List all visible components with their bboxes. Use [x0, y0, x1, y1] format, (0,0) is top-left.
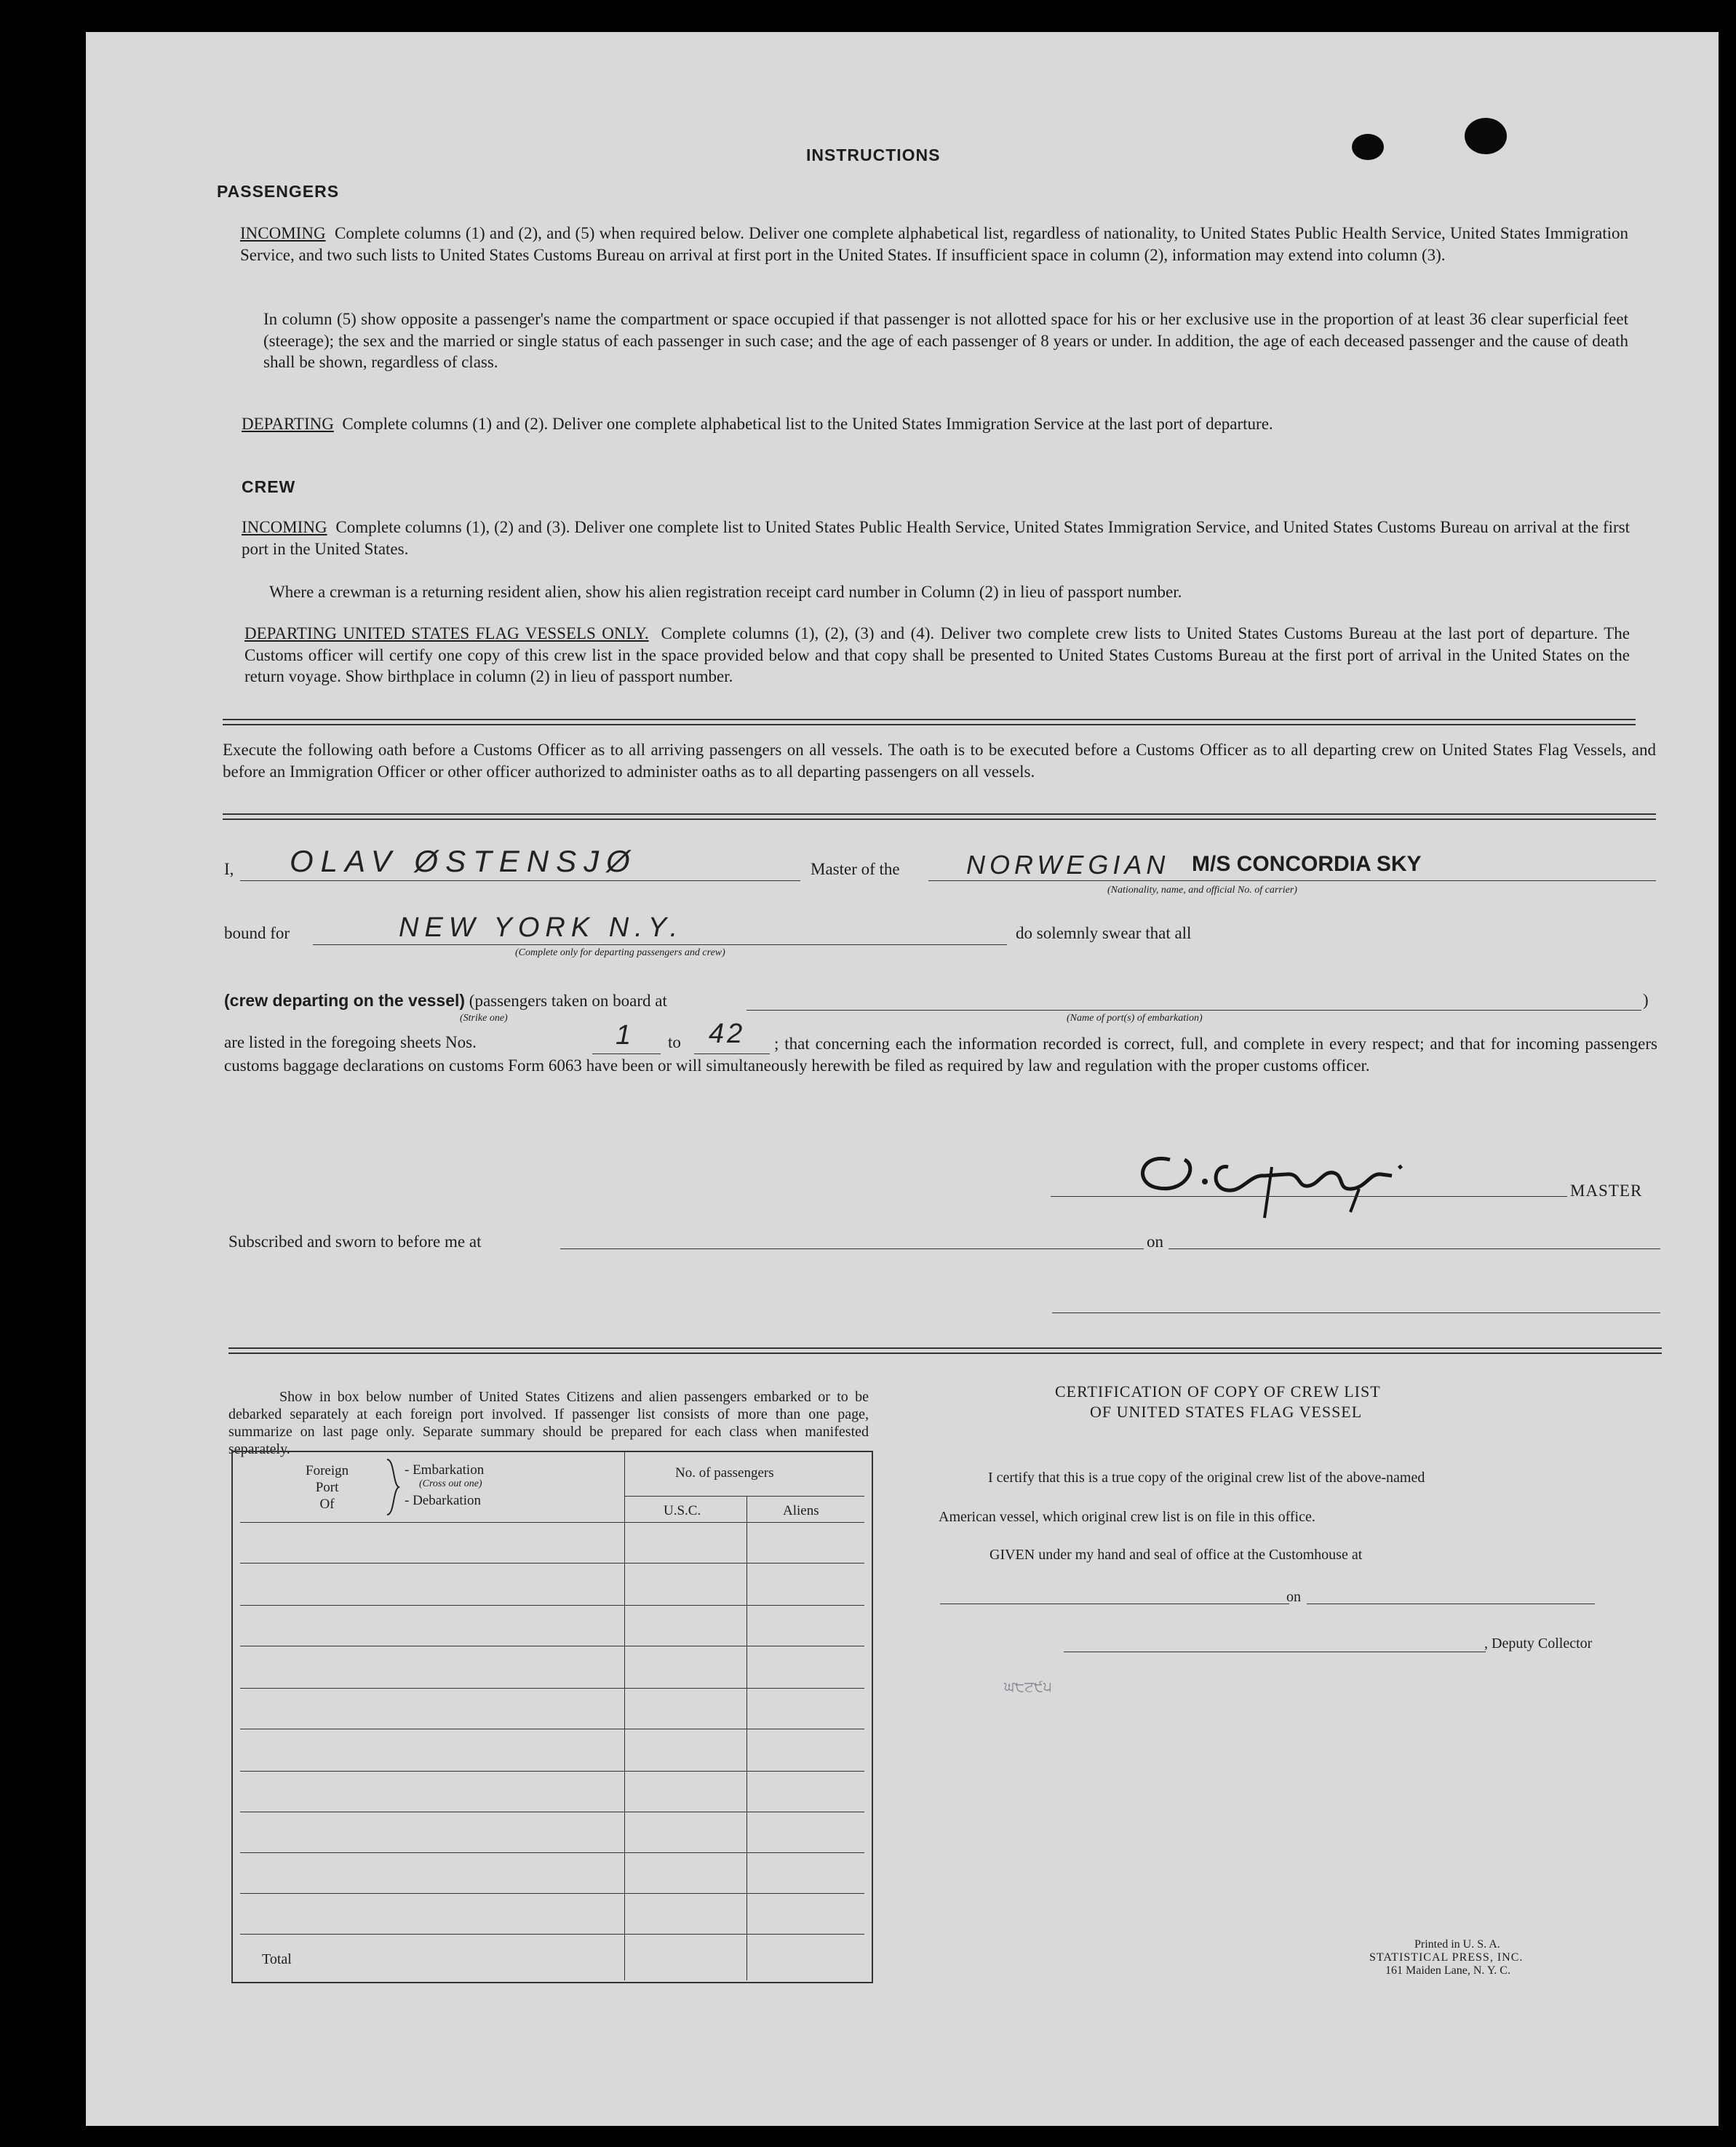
master-of-label: Master of the — [811, 860, 900, 878]
sheet-from-handwritten: 1 — [616, 1020, 639, 1051]
crew-incoming-text: INCOMING Complete columns (1), (2) and (3). Deliver one complete list to United States Public Health Service, United States Immigration Service, and United States Customs Bureau on arrival at the first port in the United States. — [242, 518, 1631, 558]
deputy-collector-label: , Deputy Collector — [1484, 1636, 1593, 1652]
faint-stamp: ਘ੮ਟ੯੫ — [1004, 1679, 1052, 1695]
divider-3b — [228, 1353, 1662, 1354]
swear-label: do solemnly swear that all — [1016, 924, 1192, 942]
no-passengers-header: No. of passengers — [675, 1465, 774, 1481]
subscribed-place-line — [560, 1248, 1144, 1249]
ports-caption: (Name of port(s) of embarkation) — [1067, 1013, 1203, 1024]
summary-text: Show in box below number of United States Citizens and alien passengers embarked or to be debarked separately at each foreign port involved. If passenger list consists of more than one page, summarize on last page only. Separate summary should be prepared for each class when manifested separately. — [228, 1389, 869, 1457]
master-signature — [1119, 1131, 1461, 1225]
foreign-port-of-label: Foreign Port Of — [306, 1463, 349, 1512]
subscribed-on-label: on — [1147, 1232, 1163, 1251]
flag-vessels-text: DEPARTING UNITED STATES FLAG VESSELS ONLY. Complete columns (1), (2), (3) and (4). Deliver two complete crew lists to United States Customs Bureau at the last port of departure. The Customs officer will certify one copy of this crew list in the space provided below and that copy shall be presented to United States Customs Bureau at the first port of arrival in the United States on the return voyage. Show birthplace in column (2) in lieu of passport number. — [244, 624, 1631, 685]
divider-2a — [223, 813, 1656, 815]
table-header-mid-line — [624, 1496, 864, 1497]
sheets-label: are listed in the foregoing sheets Nos. — [224, 1033, 477, 1051]
certification-title-1: CERTIFICATION OF COPY OF CREW LIST — [1055, 1382, 1381, 1401]
instructions-title: INSTRUCTIONS — [806, 146, 941, 164]
printer-line-1: Printed in U. S. A. — [1414, 1938, 1500, 1951]
table-row-line — [240, 1688, 864, 1689]
ink-blot-2 — [1465, 118, 1507, 154]
printer-line-2: STATISTICAL PRESS, INC. — [1369, 1951, 1524, 1964]
divider-1b — [223, 724, 1636, 725]
master-name-handwritten: OLAV ØSTENSJØ — [290, 844, 637, 878]
bound-for-line — [313, 944, 1007, 945]
carrier-caption: (Nationality, name, and official No. of carrier) — [1107, 885, 1297, 896]
table-row-line — [240, 1605, 864, 1606]
ink-blot-1 — [1352, 134, 1384, 160]
crew-heading: CREW — [242, 477, 296, 496]
oath-i-label: I, — [224, 860, 234, 878]
subscribed-date-line — [1168, 1248, 1660, 1249]
embarkation-label: - Embarkation — [405, 1462, 485, 1478]
table-col-div-2 — [746, 1496, 747, 1980]
certification-line-3: GIVEN under my hand and seal of office at the Customhouse at — [990, 1547, 1363, 1563]
master-label: MASTER — [1570, 1182, 1643, 1200]
sheets-rest-text: ; that concerning each the information recorded is correct, full, and complete in every respect; and that for incoming passengers customs baggage declarations on customs Form 6063 have been or will simultaneously herewith be filed as required by law and regulation with the proper customs officer. — [224, 1035, 1657, 1075]
printer-line-3: 161 Maiden Lane, N. Y. C. — [1385, 1964, 1510, 1977]
divider-3a — [228, 1347, 1662, 1349]
table-col-div-1 — [624, 1452, 625, 1980]
to-label: to — [668, 1033, 681, 1051]
column5-text: In column (5) show opposite a passenger's name the compartment or space occupied if that passenger is not allotted space for his or her exclusive use in the proportion of at least 36 clear superficial feet (steerage); the sex and the married or single status of each passenger in such case; and the age of each passenger of 8 years or under. In addition, the age of each deceased passenger and the cause of death shall be shown, regardless of class. — [263, 310, 1628, 371]
passengers-departing-label: DEPARTING — [242, 415, 334, 433]
table-row-line — [240, 1771, 864, 1772]
strike-caption: (Strike one) — [460, 1013, 508, 1024]
divider-1a — [223, 719, 1636, 720]
table-row-line — [240, 1893, 864, 1894]
table-row-line — [240, 1563, 864, 1564]
passengers-departing-text: DEPARTING Complete columns (1) and (2). Deliver one complete alphabetical list to the United States Immigration Service at the last port of departure. — [242, 415, 1273, 433]
document-page — [86, 32, 1719, 2126]
total-label: Total — [262, 1951, 292, 1967]
table-row-line — [240, 1522, 864, 1523]
divider-2b — [223, 818, 1656, 820]
passengers-incoming-text: INCOMING Complete columns (1) and (2), and (5) when required below. Deliver one complete alphabetical list, regardless of nationality, to United States Public Health Service, United States Immigration Service, and two such lists to United States Customs Bureau on arrival at first port in the United States. If insufficient space in column (2), information may extend into column (3). — [240, 224, 1629, 264]
aliens-header: Aliens — [783, 1503, 819, 1518]
flag-vessels-label: DEPARTING UNITED STATES FLAG VESSELS ONLY. — [244, 624, 649, 642]
debarkation-label: - Debarkation — [405, 1493, 481, 1508]
passengers-incoming-label: INCOMING — [240, 224, 326, 242]
oath-execute-text: Execute the following oath before a Customs Officer as to all arriving passengers on all vessels. The oath is to be executed before a Customs Officer as to all departing crew on United States Flag Vessels, and before an Immigration Officer or other officer authorized to administer oaths as to all departing passengers on all vessels. — [223, 741, 1656, 781]
cross-out-caption: (Cross out one) — [419, 1478, 482, 1489]
bound-for-label: bound for — [224, 924, 290, 942]
crew-departing-option: (crew departing on the vessel) (passengers taken on board at — [224, 991, 667, 1010]
subscribed-label: Subscribed and sworn to before me at — [228, 1232, 482, 1251]
usc-header: U.S.C. — [664, 1503, 701, 1518]
bound-for-handwritten: NEW YORK N.Y. — [399, 912, 684, 943]
brace-icon — [386, 1458, 402, 1516]
certification-title-2: OF UNITED STATES FLAG VESSEL — [1090, 1403, 1363, 1421]
certification-on-label: on — [1286, 1589, 1301, 1605]
master-name-line — [240, 880, 800, 881]
table-row-line — [240, 1934, 864, 1935]
table-row-line — [240, 1852, 864, 1853]
nationality-handwritten: NORWEGIAN — [966, 850, 1170, 880]
crewman-text: Where a crewman is a returning resident alien, show his alien registration receipt card number in Column (2) in lieu of passport number. — [269, 583, 1182, 601]
master-signature-line — [1051, 1196, 1567, 1197]
certification-line-2: American vessel, which original crew list is on file in this office. — [939, 1509, 1315, 1525]
passenger-summary-table — [231, 1451, 873, 1983]
carrier-line — [928, 880, 1656, 881]
certification-line-1: I certify that this is a true copy of the original crew list of the above-named — [988, 1470, 1425, 1486]
passengers-heading: PASSENGERS — [217, 182, 340, 201]
embarkation-ports-line — [746, 1010, 1641, 1011]
vessel-name-stamp: M/S CONCORDIA SKY — [1192, 852, 1422, 876]
bound-for-caption: (Complete only for departing passengers and crew) — [515, 947, 725, 958]
crew-incoming-label: INCOMING — [242, 518, 327, 536]
sheet-to-handwritten: 42 — [709, 1019, 746, 1049]
close-paren: ) — [1643, 991, 1649, 1009]
